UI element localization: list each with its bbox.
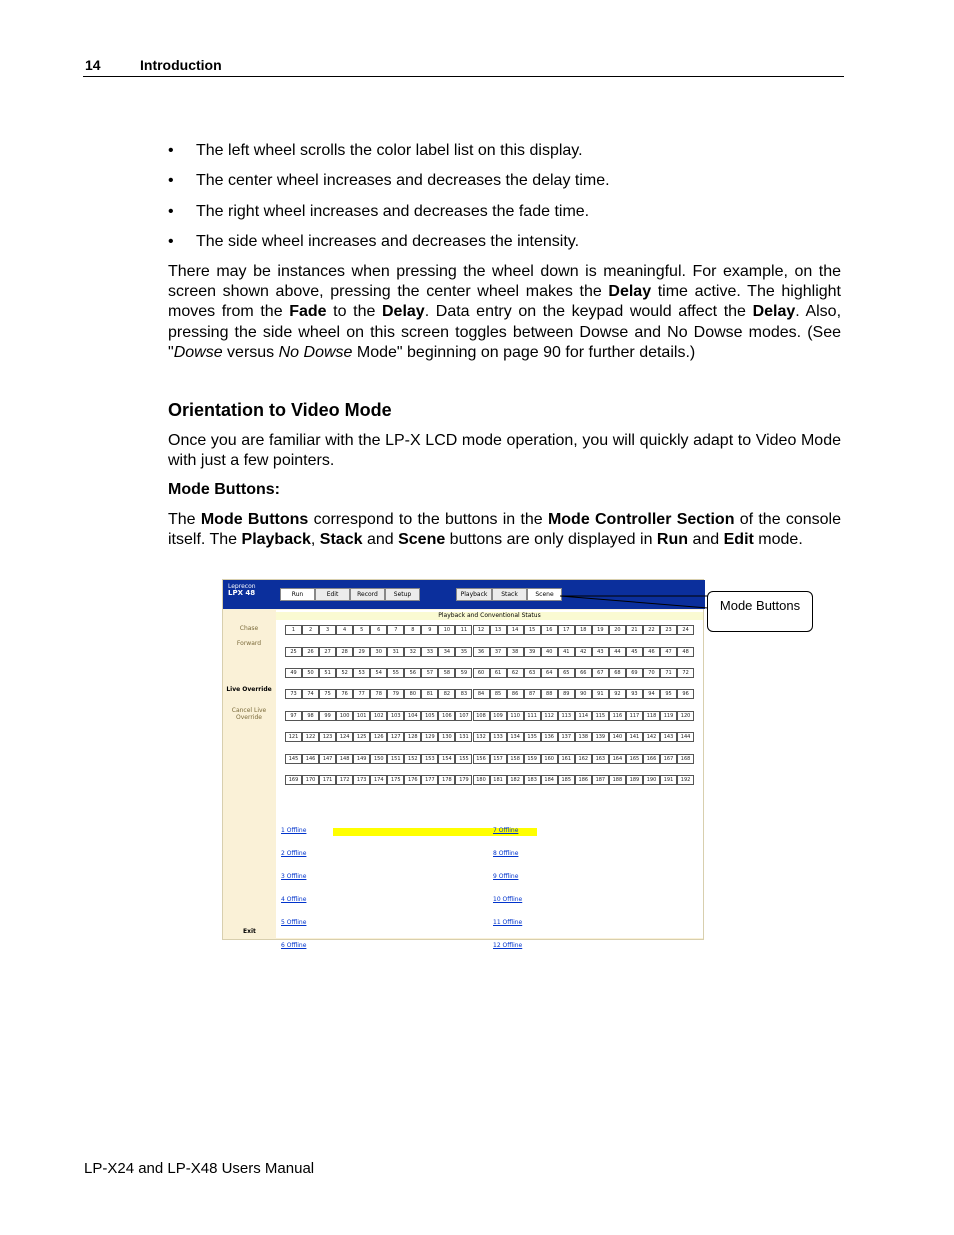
channel-cell[interactable]: 126	[370, 732, 387, 742]
channel-cell[interactable]: 129	[421, 732, 438, 742]
video-mode-screenshot	[222, 579, 704, 949]
channel-cell[interactable]: 192	[677, 775, 694, 785]
playback-link[interactable]: 7 Offline	[493, 827, 519, 834]
playback-button[interactable]: Playback	[456, 588, 492, 601]
channel-cell[interactable]: 166	[643, 754, 660, 764]
channel-row	[285, 732, 694, 742]
channel-cell[interactable]: 32	[404, 647, 421, 657]
channel-cell[interactable]: 44	[609, 647, 626, 657]
channel-cell[interactable]: 146	[302, 754, 319, 764]
channel-cell[interactable]: 131	[455, 732, 472, 742]
channel-cell[interactable]: 59	[455, 668, 472, 678]
channel-cell[interactable]: 78	[370, 689, 387, 699]
channel-cell[interactable]: 47	[660, 647, 677, 657]
channel-cell[interactable]: 140	[609, 732, 626, 742]
channel-cell[interactable]: 24	[677, 625, 694, 635]
channel-cell[interactable]: 48	[677, 647, 694, 657]
channel-cell[interactable]: 53	[353, 668, 370, 678]
channel-cell[interactable]: 173	[353, 775, 370, 785]
page-footer: LP-X24 and LP-X48 Users Manual	[84, 1160, 315, 1177]
channel-cell[interactable]: 188	[609, 775, 626, 785]
channel-cell[interactable]: 61	[490, 668, 507, 678]
channel-cell[interactable]: 40	[541, 647, 558, 657]
channel-cell[interactable]: 58	[438, 668, 455, 678]
channel-cell[interactable]: 124	[336, 732, 353, 742]
channel-cell[interactable]: 157	[490, 754, 507, 764]
channel-cell[interactable]: 174	[370, 775, 387, 785]
channel-cell[interactable]: 162	[575, 754, 592, 764]
channel-cell[interactable]: 68	[609, 668, 626, 678]
channel-cell[interactable]: 127	[387, 732, 404, 742]
channel-cell[interactable]: 187	[592, 775, 609, 785]
channel-cell[interactable]: 120	[677, 711, 694, 721]
channel-cell[interactable]: 180	[473, 775, 490, 785]
channel-cell[interactable]: 123	[319, 732, 336, 742]
channel-cell[interactable]: 15	[524, 625, 541, 635]
bullet-icon: •	[168, 203, 174, 220]
record-button[interactable]: Record	[350, 588, 385, 601]
channel-cell[interactable]: 25	[285, 647, 302, 657]
channel-cell[interactable]: 134	[507, 732, 524, 742]
channel-cell[interactable]: 170	[302, 775, 319, 785]
channel-cell[interactable]: 64	[541, 668, 558, 678]
channel-cell[interactable]: 163	[592, 754, 609, 764]
channel-cell[interactable]: 42	[575, 647, 592, 657]
channel-cell[interactable]: 70	[643, 668, 660, 678]
playback-link[interactable]: 4 Offline	[281, 896, 307, 903]
channel-cell[interactable]: 191	[660, 775, 677, 785]
channel-cell[interactable]: 5	[353, 625, 370, 635]
channel-cell[interactable]: 93	[626, 689, 643, 699]
channel-cell[interactable]: 168	[677, 754, 694, 764]
channel-cell[interactable]: 36	[473, 647, 490, 657]
channel-cell[interactable]: 23	[660, 625, 677, 635]
channel-cell[interactable]: 10	[438, 625, 455, 635]
channel-cell[interactable]: 104	[404, 711, 421, 721]
channel-cell[interactable]: 101	[353, 711, 370, 721]
channel-cell[interactable]: 51	[319, 668, 336, 678]
section-heading: Orientation to Video Mode	[168, 400, 392, 420]
channel-cell[interactable]: 84	[473, 689, 490, 699]
playback-link[interactable]: 8 Offline	[493, 850, 519, 857]
channel-cell[interactable]: 73	[285, 689, 302, 699]
channel-cell[interactable]: 169	[285, 775, 302, 785]
channel-cell[interactable]: 111	[524, 711, 541, 721]
subheading: Mode Buttons:	[168, 481, 280, 498]
channel-cell[interactable]: 185	[558, 775, 575, 785]
channel-cell[interactable]: 98	[302, 711, 319, 721]
channel-row	[285, 647, 694, 657]
channel-cell[interactable]: 90	[575, 689, 592, 699]
channel-cell[interactable]: 149	[353, 754, 370, 764]
channel-cell[interactable]: 161	[558, 754, 575, 764]
channel-cell[interactable]: 116	[609, 711, 626, 721]
channel-cell[interactable]: 82	[438, 689, 455, 699]
channel-cell[interactable]: 171	[319, 775, 336, 785]
channel-cell[interactable]: 189	[626, 775, 643, 785]
channel-cell[interactable]: 178	[438, 775, 455, 785]
page-header	[83, 56, 844, 77]
channel-cell[interactable]: 77	[353, 689, 370, 699]
chase-label[interactable]: Chase	[239, 625, 259, 632]
playback-link[interactable]: 6 Offline	[281, 942, 307, 949]
channel-cell[interactable]: 74	[302, 689, 319, 699]
channel-cell[interactable]: 160	[541, 754, 558, 764]
channel-row	[285, 711, 694, 721]
channel-cell[interactable]: 18	[575, 625, 592, 635]
channel-cell[interactable]: 49	[285, 668, 302, 678]
channel-cell[interactable]: 28	[336, 647, 353, 657]
channel-cell[interactable]: 125	[353, 732, 370, 742]
channel-cell[interactable]: 95	[660, 689, 677, 699]
bullet-text: The right wheel increases and decreases the fade time.	[196, 203, 590, 220]
channel-cell[interactable]: 22	[643, 625, 660, 635]
channel-cell[interactable]: 26	[302, 647, 319, 657]
channel-cell[interactable]: 108	[473, 711, 490, 721]
channel-cell[interactable]: 12	[473, 625, 490, 635]
channel-cell[interactable]: 107	[455, 711, 472, 721]
channel-cell[interactable]: 71	[660, 668, 677, 678]
playback-link[interactable]: 9 Offline	[493, 873, 519, 880]
mode-buttons-callout: Mode Buttons	[707, 591, 813, 632]
channel-cell[interactable]: 27	[319, 647, 336, 657]
channel-cell[interactable]: 35	[455, 647, 472, 657]
channel-cell[interactable]: 143	[660, 732, 677, 742]
channel-cell[interactable]: 2	[302, 625, 319, 635]
channel-cell[interactable]: 118	[643, 711, 660, 721]
channel-cell[interactable]: 139	[592, 732, 609, 742]
channel-cell[interactable]: 79	[387, 689, 404, 699]
channel-cell[interactable]: 137	[558, 732, 575, 742]
channel-cell[interactable]: 20	[609, 625, 626, 635]
channel-cell[interactable]: 142	[643, 732, 660, 742]
channel-cell[interactable]: 156	[473, 754, 490, 764]
channel-cell[interactable]: 172	[336, 775, 353, 785]
channel-cell[interactable]: 50	[302, 668, 319, 678]
channel-cell[interactable]: 57	[421, 668, 438, 678]
channel-cell[interactable]: 88	[541, 689, 558, 699]
channel-cell[interactable]: 115	[592, 711, 609, 721]
wheel-press-paragraph: There may be instances when pressing the wheel down is meaningful. For example, on the screen shown above, pressing the center wheel makes the Delay time active. The highlight moves from the Fade to the Delay. Data entry on the keypad would affect the Delay. Also, pressing the side wheel on this screen toggles between Dowse and No Dowse modes. (See "Dowse versus No Dowse Mode" beginning on page 90 for further details.)	[168, 263, 842, 361]
bullet-text: The side wheel increases and decreases the intensity.	[196, 233, 580, 250]
channel-cell[interactable]: 164	[609, 754, 626, 764]
channel-cell[interactable]: 110	[507, 711, 524, 721]
channel-cell[interactable]: 13	[490, 625, 507, 635]
channel-row	[285, 689, 694, 699]
channel-cell[interactable]: 91	[592, 689, 609, 699]
channel-cell[interactable]: 106	[438, 711, 455, 721]
channel-cell[interactable]: 43	[592, 647, 609, 657]
channel-cell[interactable]: 6	[370, 625, 387, 635]
channel-cell[interactable]: 56	[404, 668, 421, 678]
channel-cell[interactable]: 33	[421, 647, 438, 657]
scene-button[interactable]: Scene	[527, 588, 562, 601]
channel-cell[interactable]: 3	[319, 625, 336, 635]
channel-row	[285, 775, 694, 785]
channel-cell[interactable]: 9	[421, 625, 438, 635]
channel-cell[interactable]: 39	[524, 647, 541, 657]
playback-link[interactable]: 11 Offline	[493, 919, 523, 926]
channel-cell[interactable]: 132	[473, 732, 490, 742]
channel-cell[interactable]: 151	[387, 754, 404, 764]
channel-cell[interactable]: 19	[592, 625, 609, 635]
channel-cell[interactable]: 177	[421, 775, 438, 785]
channel-cell[interactable]: 94	[643, 689, 660, 699]
channel-cell[interactable]: 87	[524, 689, 541, 699]
channel-cell[interactable]: 175	[387, 775, 404, 785]
channel-cell[interactable]: 138	[575, 732, 592, 742]
playback-link[interactable]: 1 Offline	[281, 827, 307, 834]
channel-cell[interactable]: 153	[421, 754, 438, 764]
bullet-icon: •	[168, 233, 174, 250]
channel-cell[interactable]: 155	[455, 754, 472, 764]
channel-cell[interactable]: 117	[626, 711, 643, 721]
exit-button[interactable]: Exit	[243, 928, 256, 935]
channel-cell[interactable]: 38	[507, 647, 524, 657]
bullet-icon: •	[168, 142, 174, 159]
status-title: Playback and Conventional Status	[276, 612, 703, 620]
channel-cell[interactable]: 182	[507, 775, 524, 785]
status-panel	[276, 610, 703, 949]
channel-cell[interactable]: 152	[404, 754, 421, 764]
channel-cell[interactable]: 41	[558, 647, 575, 657]
channel-cell[interactable]: 181	[490, 775, 507, 785]
channel-cell[interactable]: 14	[507, 625, 524, 635]
channel-cell[interactable]: 176	[404, 775, 421, 785]
channel-cell[interactable]: 150	[370, 754, 387, 764]
page-number: 14	[85, 57, 101, 73]
channel-cell[interactable]: 183	[524, 775, 541, 785]
section-title: Introduction	[140, 57, 222, 73]
channel-cell[interactable]: 144	[677, 732, 694, 742]
channel-cell[interactable]: 30	[370, 647, 387, 657]
playback-link[interactable]: 10 Offline	[493, 896, 523, 903]
channel-cell[interactable]: 167	[660, 754, 677, 764]
channel-cell[interactable]: 29	[353, 647, 370, 657]
channel-cell[interactable]: 31	[387, 647, 404, 657]
channel-cell[interactable]: 86	[507, 689, 524, 699]
callout-pointer	[560, 590, 710, 614]
channel-cell[interactable]: 81	[421, 689, 438, 699]
playback-link[interactable]: 3 Offline	[281, 873, 307, 880]
channel-cell[interactable]: 76	[336, 689, 353, 699]
channel-cell[interactable]: 135	[524, 732, 541, 742]
channel-cell[interactable]: 45	[626, 647, 643, 657]
channel-cell[interactable]: 1	[285, 625, 302, 635]
channel-cell[interactable]: 80	[404, 689, 421, 699]
channel-cell[interactable]: 11	[455, 625, 472, 635]
channel-cell[interactable]: 63	[524, 668, 541, 678]
channel-cell[interactable]: 17	[558, 625, 575, 635]
channel-cell[interactable]: 145	[285, 754, 302, 764]
channel-cell[interactable]: 119	[660, 711, 677, 721]
channel-row	[285, 625, 694, 635]
channel-cell[interactable]: 148	[336, 754, 353, 764]
channel-cell[interactable]: 179	[455, 775, 472, 785]
channel-cell[interactable]: 16	[541, 625, 558, 635]
channel-cell[interactable]: 186	[575, 775, 592, 785]
forward-label[interactable]: Forward	[236, 640, 262, 647]
bullet-icon: •	[168, 172, 174, 189]
channel-cell[interactable]: 190	[643, 775, 660, 785]
channel-cell[interactable]: 37	[490, 647, 507, 657]
channel-cell[interactable]: 46	[643, 647, 660, 657]
channel-cell[interactable]: 60	[473, 668, 490, 678]
channel-cell[interactable]: 65	[558, 668, 575, 678]
channel-cell[interactable]: 75	[319, 689, 336, 699]
channel-cell[interactable]: 122	[302, 732, 319, 742]
channel-cell[interactable]: 147	[319, 754, 336, 764]
channel-cell[interactable]: 52	[336, 668, 353, 678]
channel-cell[interactable]: 136	[541, 732, 558, 742]
channel-cell[interactable]: 100	[336, 711, 353, 721]
channel-cell[interactable]: 66	[575, 668, 592, 678]
channel-cell[interactable]: 85	[490, 689, 507, 699]
channel-cell[interactable]: 130	[438, 732, 455, 742]
channel-cell[interactable]: 159	[524, 754, 541, 764]
channel-cell[interactable]: 21	[626, 625, 643, 635]
channel-cell[interactable]: 55	[387, 668, 404, 678]
channel-cell[interactable]: 62	[507, 668, 524, 678]
mode-buttons-paragraph: The Mode Buttons correspond to the buttons in the Mode Controller Section of the console itself. The Playback, Stack and Scene buttons are only displayed in Run and Edit mode.	[168, 511, 841, 549]
channel-cell[interactable]: 69	[626, 668, 643, 678]
channel-cell[interactable]: 34	[438, 647, 455, 657]
channel-cell[interactable]: 141	[626, 732, 643, 742]
channel-cell[interactable]: 165	[626, 754, 643, 764]
channel-cell[interactable]: 54	[370, 668, 387, 678]
channel-cell[interactable]: 92	[609, 689, 626, 699]
cancel-live-override-label[interactable]: Cancel Live Override	[231, 707, 267, 721]
channel-cell[interactable]: 7	[387, 625, 404, 635]
channel-cell[interactable]: 102	[370, 711, 387, 721]
channel-cell[interactable]: 67	[592, 668, 609, 678]
playback-link[interactable]: 2 Offline	[281, 850, 307, 857]
setup-button[interactable]: Setup	[385, 588, 420, 601]
playback-link[interactable]: 5 Offline	[281, 919, 307, 926]
intro-paragraph: Once you are familiar with the LP-X LCD mode operation, you will quickly adapt to Video Mode with just a few pointers.	[168, 432, 841, 470]
stack-button[interactable]: Stack	[492, 588, 527, 601]
channel-cell[interactable]: 112	[541, 711, 558, 721]
edit-button[interactable]: Edit	[315, 588, 350, 601]
channel-cell[interactable]: 184	[541, 775, 558, 785]
channel-cell[interactable]: 109	[490, 711, 507, 721]
channel-cell[interactable]: 121	[285, 732, 302, 742]
channel-cell[interactable]: 133	[490, 732, 507, 742]
bullet-text: The center wheel increases and decreases the delay time.	[196, 172, 610, 189]
channel-cell[interactable]: 158	[507, 754, 524, 764]
logo: Leprecon LPX 48	[228, 583, 256, 597]
channel-cell[interactable]: 97	[285, 711, 302, 721]
channel-cell[interactable]: 128	[404, 732, 421, 742]
run-button[interactable]: Run	[280, 588, 315, 601]
bullet-text: The left wheel scrolls the color label list on this display.	[196, 142, 583, 159]
channel-cell[interactable]: 4	[336, 625, 353, 635]
channel-cell[interactable]: 72	[677, 668, 694, 678]
channel-cell[interactable]: 114	[575, 711, 592, 721]
channel-cell[interactable]: 96	[677, 689, 694, 699]
channel-cell[interactable]: 154	[438, 754, 455, 764]
channel-cell[interactable]: 105	[421, 711, 438, 721]
playback-link[interactable]: 12 Offline	[493, 942, 523, 949]
channel-row	[285, 668, 694, 678]
channel-cell[interactable]: 89	[558, 689, 575, 699]
channel-cell[interactable]: 103	[387, 711, 404, 721]
channel-row	[285, 754, 694, 764]
channel-cell[interactable]: 83	[455, 689, 472, 699]
channel-cell[interactable]: 8	[404, 625, 421, 635]
live-override-label[interactable]: Live Override	[226, 686, 272, 693]
channel-cell[interactable]: 113	[558, 711, 575, 721]
channel-cell[interactable]: 99	[319, 711, 336, 721]
